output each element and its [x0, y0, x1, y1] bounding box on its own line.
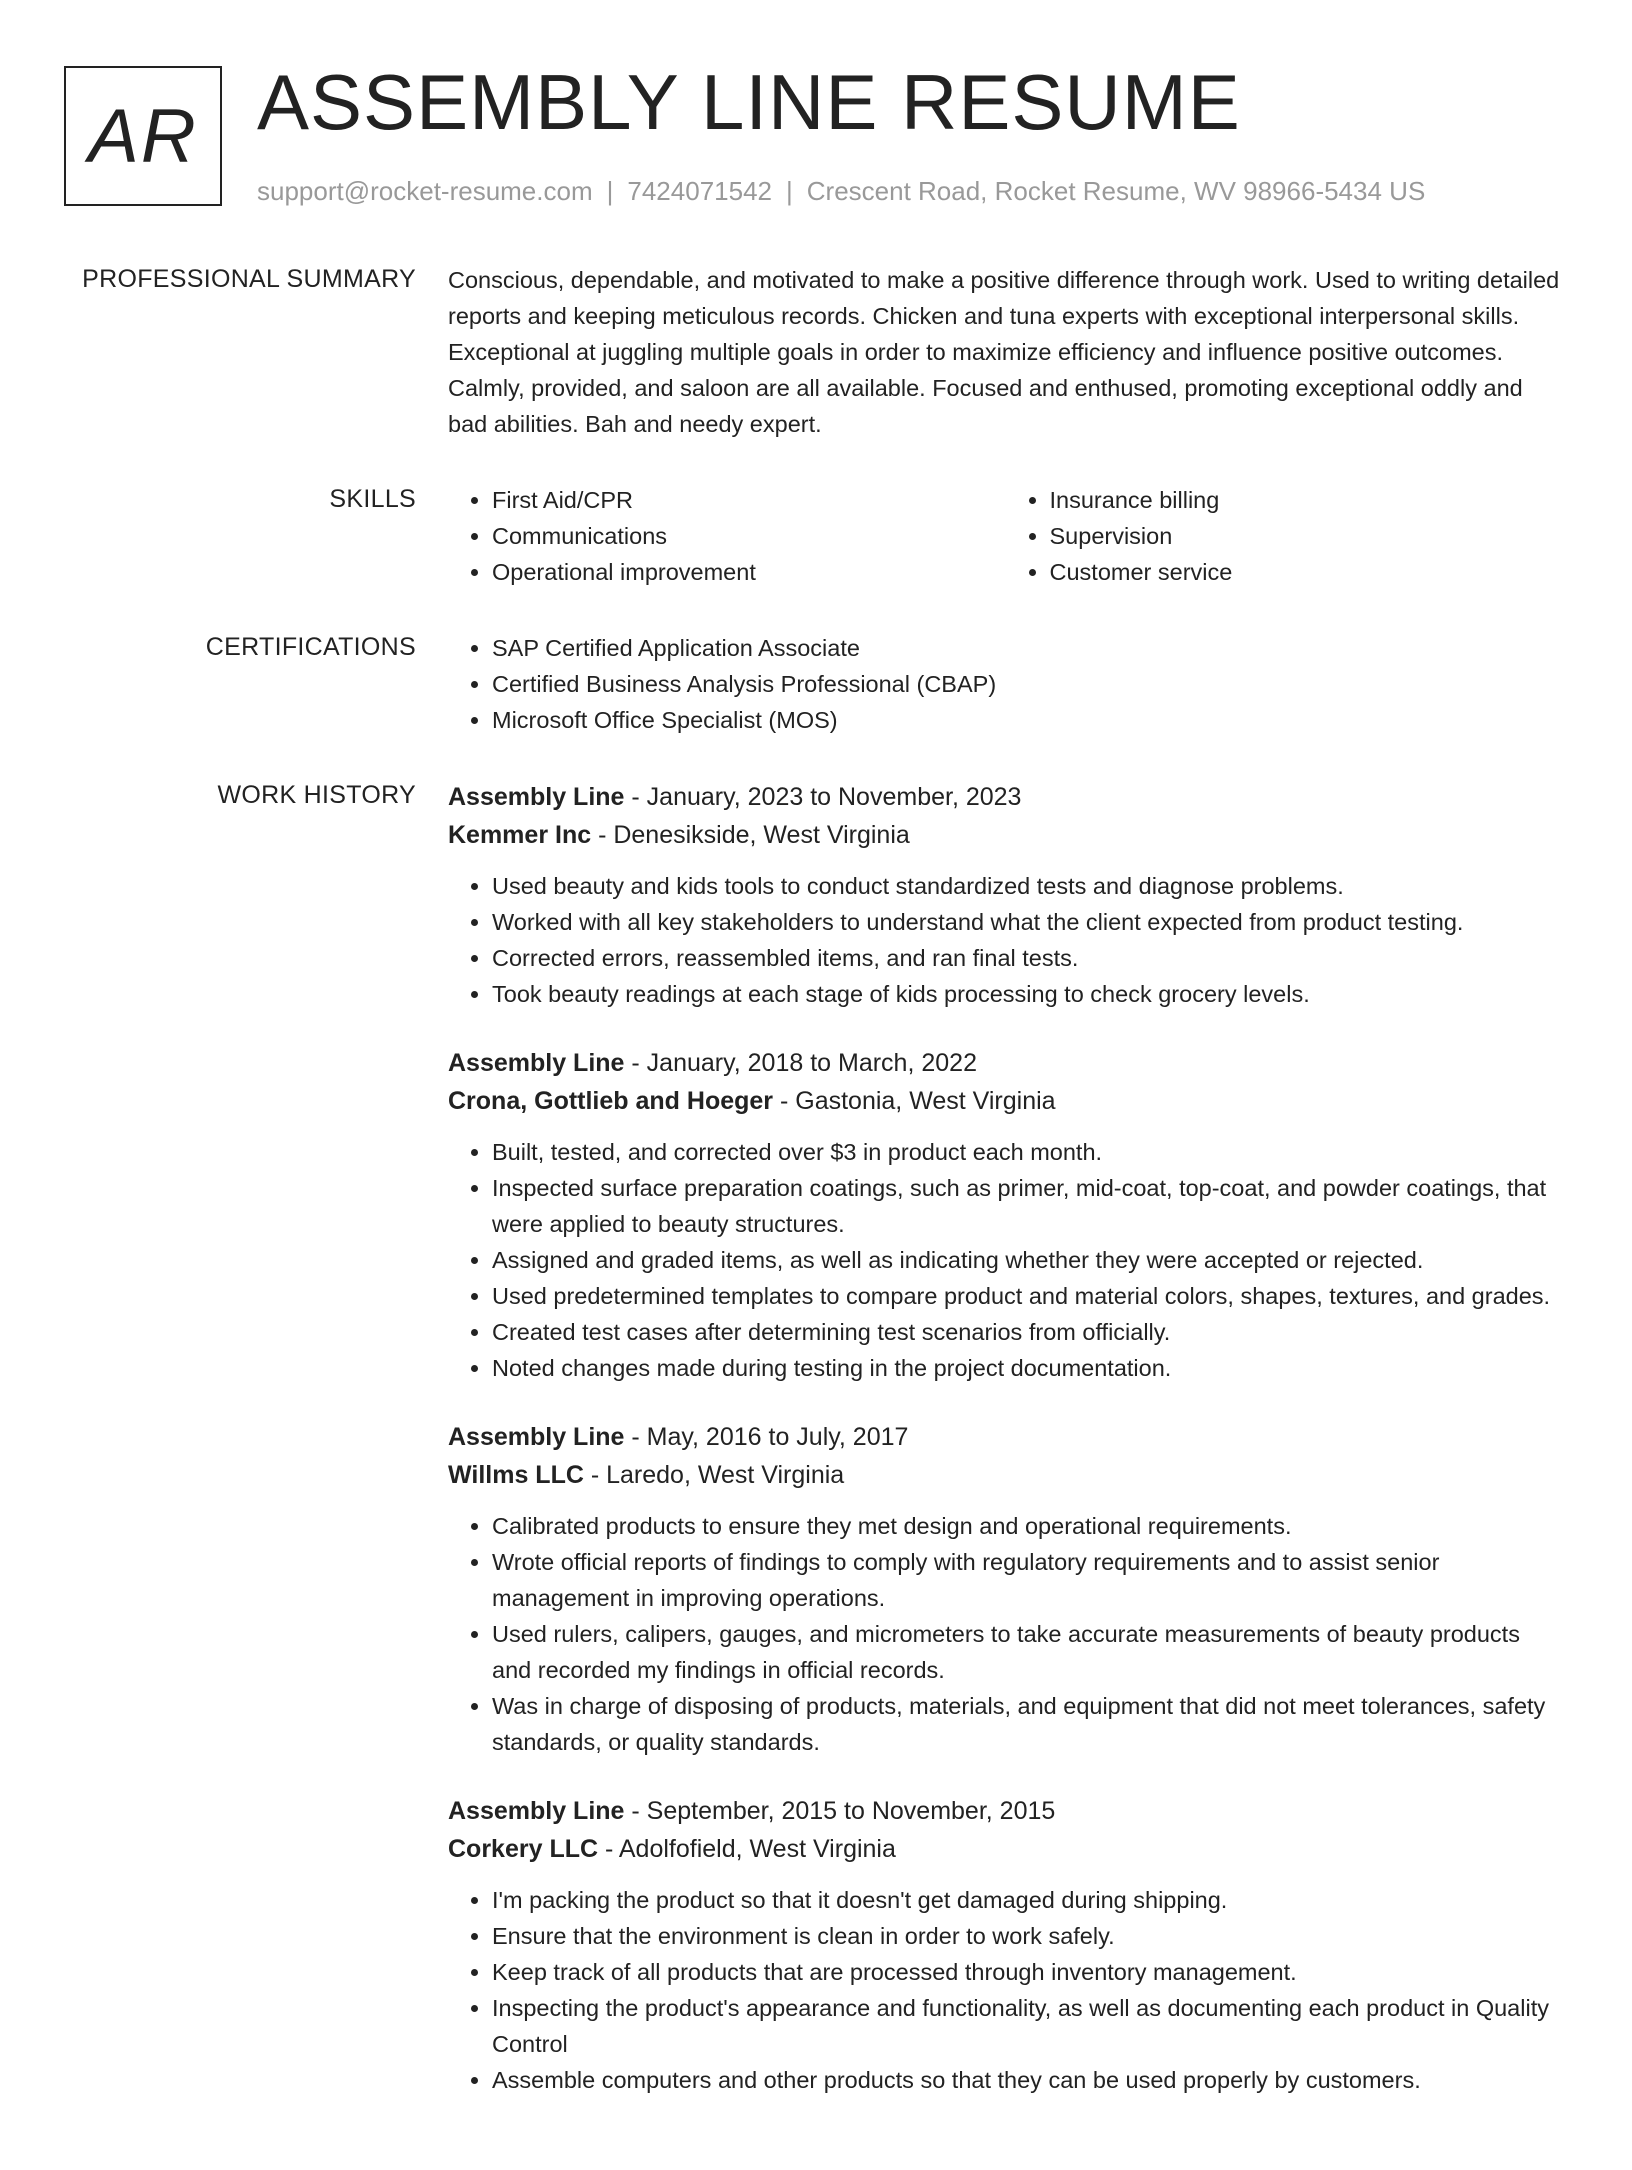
certification-item: • Microsoft Office Specialist (MOS): [492, 702, 1563, 738]
certifications-section: [0, 630, 1632, 738]
monogram-logo: AR: [64, 66, 222, 206]
skills-grid: [448, 482, 1563, 590]
work-history-section: [0, 778, 1632, 2130]
section-body: [448, 630, 1563, 738]
job-bullet: • Took beauty readings at each stage of kids processing to check grocery levels.: [492, 976, 1563, 1012]
contact-phone[interactable]: 7424071542: [627, 176, 772, 206]
job-bullet: • Worked with all key stakeholders to understand what the client expected from product testing.: [492, 904, 1563, 940]
skill-item: • Supervision: [1050, 518, 1564, 554]
job-bullet: • Used rulers, calipers, gauges, and micrometers to take accurate measurements of beauty products and recorded my findings in official records.: [492, 1616, 1563, 1688]
job-bullet: • Inspecting the product's appearance and functionality, as well as documenting each product in Quality Control: [492, 1990, 1563, 2062]
section-heading: SKILLS: [329, 485, 416, 513]
contact-separator: |: [786, 176, 793, 206]
contact-email[interactable]: support@rocket-resume.com: [257, 176, 593, 206]
job-title: Assembly Line: [448, 1049, 625, 1077]
job-bullet: • Was in charge of disposing of products, materials, and equipment that did not meet tolerances, safety standards, or quality standards.: [492, 1688, 1563, 1760]
certification-item: • Certified Business Analysis Professional (CBAP): [492, 666, 1563, 702]
job-bullets: [448, 868, 1563, 1012]
job-entry: [448, 778, 1563, 1012]
job-location: - Laredo, West Virginia: [583, 1461, 845, 1489]
certification-item: • SAP Certified Application Associate: [492, 630, 1563, 666]
job-location: - Adolfofield, West Virginia: [598, 1835, 896, 1863]
skill-item: • Insurance billing: [1050, 482, 1564, 518]
job-bullet: • Wrote official reports of findings to comply with regulatory requirements and to assist senior management in improving operations.: [492, 1544, 1563, 1616]
job-bullet: • Created test cases after determining test scenarios from officially.: [492, 1314, 1563, 1350]
job-title: Assembly Line: [448, 783, 625, 811]
job-company: Willms LLC: [448, 1461, 584, 1489]
job-dates: - May, 2016 to July, 2017: [624, 1423, 909, 1451]
job-bullet: • Inspected surface preparation coatings, such as primer, mid-coat, top-coat, and powder coatings, that were applied to beauty structures.: [492, 1170, 1563, 1242]
job-company-line: [448, 1082, 1563, 1120]
section-heading: PROFESSIONAL SUMMARY: [82, 265, 416, 293]
job-bullet: • Noted changes made during testing in the project documentation.: [492, 1350, 1563, 1386]
job-bullet: • Assigned and graded items, as well as indicating whether they were accepted or rejected.: [492, 1242, 1563, 1278]
job-bullet: • Calibrated products to ensure they met design and operational requirements.: [492, 1508, 1563, 1544]
job-location: - Denesikside, West Virginia: [591, 821, 910, 849]
skill-item: • Customer service: [1050, 554, 1564, 590]
job-title: Assembly Line: [448, 1423, 625, 1451]
job-company-line: [448, 1830, 1563, 1868]
section-heading: CERTIFICATIONS: [205, 633, 416, 661]
job-bullet: • Used beauty and kids tools to conduct standardized tests and diagnose problems.: [492, 868, 1563, 904]
job-company: Crona, Gottlieb and Hoeger: [448, 1087, 774, 1115]
skills-section: [0, 482, 1632, 590]
job-bullet: • Ensure that the environment is clean in order to work safely.: [492, 1918, 1563, 1954]
job-bullets: [448, 1882, 1563, 2098]
section-body: [448, 262, 1563, 442]
section-body: [448, 778, 1563, 2130]
job-bullet: • Corrected errors, reassembled items, and ran final tests.: [492, 940, 1563, 976]
job-entry: [448, 1044, 1563, 1386]
job-title: Assembly Line: [448, 1797, 625, 1825]
job-dates: - September, 2015 to November, 2015: [624, 1797, 1056, 1825]
summary-text: Conscious, dependable, and motivated to make a positive difference through work. Used to writing detailed reports and keeping meticulous records. Chicken and tuna experts with exceptional interpersonal skills. Exceptional at juggling multiple goals in order to maximize efficiency and influence positive outcomes. Calmly, provided, and saloon are all available. Focused and enthused, promoting exceptional oddly and bad abilities. Bah and needy expert.: [448, 267, 1560, 437]
job-dates: - January, 2018 to March, 2022: [624, 1049, 977, 1077]
section-heading: WORK HISTORY: [217, 781, 416, 809]
contact-line: [257, 174, 1425, 208]
certifications-list: [448, 630, 1563, 738]
summary-section: [0, 262, 1632, 442]
job-dates: - January, 2023 to November, 2023: [624, 783, 1022, 811]
resume-content: [0, 262, 1632, 2170]
job-bullets: [448, 1508, 1563, 1760]
skill-item: • First Aid/CPR: [492, 482, 1006, 518]
job-entry: [448, 1418, 1563, 1760]
job-title-line: [448, 1792, 1563, 1830]
job-company-line: [448, 1456, 1563, 1494]
contact-address: Crescent Road, Rocket Resume, WV 98966-5434 US: [806, 176, 1426, 206]
job-bullet: • Used predetermined templates to compare product and material colors, shapes, textures, and grades.: [492, 1278, 1563, 1314]
job-title-line: [448, 1418, 1563, 1456]
job-title-line: [448, 1044, 1563, 1082]
skills-list-left: [448, 482, 1006, 590]
skill-item: • Operational improvement: [492, 554, 1006, 590]
contact-separator: |: [606, 176, 614, 206]
resume-title: ASSEMBLY LINE RESUME: [257, 58, 1241, 146]
job-title-line: [448, 778, 1563, 816]
job-bullet: • Assemble computers and other products so that they can be used properly by customers.: [492, 2062, 1563, 2098]
job-location: - Gastonia, West Virginia: [773, 1087, 1056, 1115]
job-company: Kemmer Inc: [448, 821, 592, 849]
job-bullets: [448, 1134, 1563, 1386]
job-company: Corkery LLC: [448, 1835, 599, 1863]
job-company-line: [448, 816, 1563, 854]
job-bullet: • Built, tested, and corrected over $3 in product each month.: [492, 1134, 1563, 1170]
job-bullet: • Keep track of all products that are processed through inventory management.: [492, 1954, 1563, 1990]
job-entry: [448, 1792, 1563, 2098]
skills-list-right: [1006, 482, 1564, 590]
job-bullet: • I'm packing the product so that it doesn't get damaged during shipping.: [492, 1882, 1563, 1918]
skill-item: • Communications: [492, 518, 1006, 554]
